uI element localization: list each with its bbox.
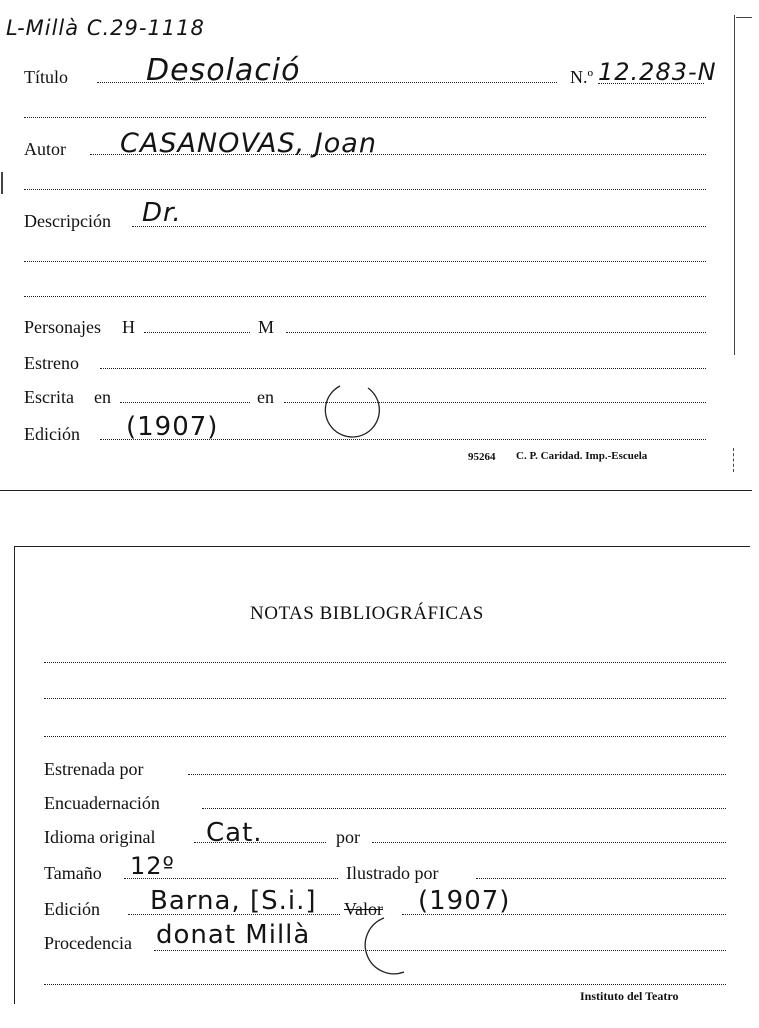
encuadernacion-label: Encuadernación [44,793,160,813]
personajes-m-line [286,332,706,333]
procedencia-value: donat Millà [156,920,311,950]
estrenada-line [188,774,726,775]
card1-right-edge [734,15,735,355]
card1-bottom-edge [0,490,752,491]
card1-top-corner [736,17,752,18]
titulo-label: Título [24,67,68,87]
estrenada-label: Estrenada por [44,759,144,779]
notas-line-1 [44,662,726,663]
descripcion-line [132,226,706,227]
ilustrado-line [476,878,726,879]
descripcion-label: Descripción [24,211,111,231]
punch-hole-2 [364,914,410,978]
procedencia-line [154,950,726,951]
encuadernacion-line [202,808,726,809]
tamano-label: Tamaño [44,863,102,883]
titulo-value: Desolació [146,53,301,88]
descripcion-line-3 [24,296,706,297]
notas-line-2 [44,698,726,699]
printer-name: C. P. Caridad. Imp.-Escuela [516,450,648,462]
por-line [372,842,726,843]
personajes-h-line [144,332,250,333]
card2-top-edge [14,546,750,547]
descripcion-line-2 [24,261,706,262]
titulo-extra-line [24,117,706,118]
institution-name: Instituto del Teatro [580,989,679,1003]
autor-value: CASANOVAS, Joan [120,128,377,159]
en-label: en [257,387,274,407]
valor-label-struck: Valor [344,899,383,919]
personajes-label: Personajes [24,317,101,337]
procedencia-label: Procedencia [44,933,132,953]
numero-value: 12.283-N [598,58,717,86]
edicion2-value: Barna, [S.i.] [150,886,317,916]
idioma-value: Cat. [206,818,263,848]
numero-label: N.º [570,67,594,87]
notas-line-3 [44,736,726,737]
personajes-m-label: M [258,317,275,337]
edicion2-label: Edición [44,899,100,919]
edicion-value: (1907) [126,412,219,442]
ilustrado-label: Ilustrado por [346,863,439,883]
card1-edge-mark [733,448,734,472]
valor-value: (1907) [418,886,511,916]
descripcion-value: Dr. [142,198,182,228]
autor-extra-line [24,189,706,190]
escrita-line-1 [120,402,250,403]
escrita-label: Escrita [24,387,74,407]
card2-left-edge [14,546,15,1004]
personajes-h-label: H [122,317,135,337]
printer-code: 95264 [468,451,496,463]
autor-label: Autor [24,139,66,159]
archive-reference: L-Millà C.29-1118 [6,16,205,40]
por-label: por [336,827,360,847]
estreno-line [100,368,706,369]
tamano-value: 12º [130,852,175,880]
notas-heading: NOTAS BIBLIOGRÁFICAS [250,603,484,624]
estreno-label: Estreno [24,353,79,373]
procedencia-extra-line [44,984,726,985]
card1-left-mark [1,172,3,194]
punch-hole [318,380,384,446]
edicion-label: Edición [24,424,80,444]
idioma-label: Idioma original [44,827,156,847]
escrita-en-label: en [94,387,111,407]
